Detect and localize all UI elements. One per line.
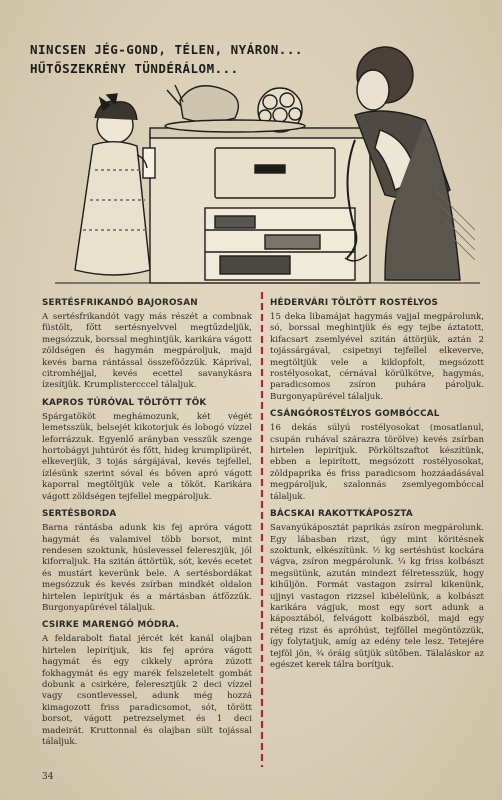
right-column — [270, 292, 484, 671]
column-divider — [258, 292, 266, 767]
recipe-text: Savanyúkáposztát paprikás zsíron megpárolunk. Egy lábasban rizst, úgy mint köritésnek szoktunk, elkészítünk. ½ kg sertéshúst kockára vágva, zsíron megpárolunk. ¼ kg friss kolbászt megsütünk, azután mindezt félretesszük, hogy kihűljön. Formát vastagon zsírral kikenünk, ujjnyi vastagon rizzsel kibélelünk, a kolbászt karikára vágjuk, most egy sort adunk a káposztából, felvágott kolbászból, majd egy réteg rizst és apróhúst, tejföllel megöntözzük, így folytatjuk, amíg az edény tele lesz. Tetejére tejföl jön, ¾ óráig sütjük sütőben. Tálaláskor az egészet kerek tálra borítjuk. — [270, 523, 484, 670]
recipe-title: SERTÉSFRIKANDÓ BAJOROSAN — [42, 298, 198, 308]
recipe-text: A feldarabolt fiatal jércét két kanál olajban hirtelen lepirítjuk, kis fej apróra vágott hagymát és egy cikkely apróra zúzott fokhagymát és egy marék felszeletelt gombát dobunk a csirkére, feleresztjük 2 deci vízzel vagy csontlevessel, adunk még hozzá kimagozott friss paradicsomot, sót, törött borsot, vágott petrezselymet és 1 deci madeirát. Kruttonnal és olajban sült tojással tálaljuk. — [42, 634, 252, 747]
recipe-title: SERTÉSBORDA — [42, 509, 117, 520]
recipe-hedervari-rostelyos — [270, 298, 484, 403]
recipe-kapros-tok — [42, 398, 252, 503]
recipe-csirke-marengo — [42, 620, 252, 748]
page-number: 34 — [42, 772, 54, 782]
headline — [30, 40, 330, 78]
recipe-title: CSIRKE MARENGÓ MÓDRA. — [42, 620, 180, 631]
recipe-sertesfrikando — [42, 298, 252, 392]
recipe-title: KAPROS TÚRÓVAL TÖLTÖTT TÖK — [42, 397, 207, 408]
recipe-title: CSÁNGÓROSTÉLYOS GOMBÓCCAL — [270, 409, 440, 420]
recipe-text: 15 deka libamájat hagymás vajjal megpárolunk, só, borssal meghintjük és egy tejbe áztatott, kifacsart zsemlyével szitán áttörjük, aztán 2 tojássárgával, csipetnyi tejfellel elkeverve, megtöltjük vele a kiklopfolt, megsózott rostélyosokat, cérnával körülkötve, hagymás, paradicsomos zsíron puhára pároljuk. Burgonyapürével tálaljuk. — [270, 312, 484, 402]
recipe-sertesborda — [42, 509, 252, 614]
recipe-text: Spárgatököt meghámozunk, két végét lemetsszük, belsejét kikotorjuk és lobogó vízzel leforrázzuk. Egyenlő arányban vesszük szenge hortobágyi juhtúrót és főtt, hideg krumplipürét, elkeverjük, 3 tojás sárgájával, kevés tejfellel, ízlésünk szerint sóval és bőven apró vágott kaporral megtöltjük vele a tököt. Karikára vágott zöldségen tejfellel megpároljuk. — [42, 411, 252, 502]
recipe-text: Barna rántásba adunk kis fej apróra vágott hagymát és valamivel több borsot, mint rendesen szoktunk, húslevessel felereszjük, jól kiforraljuk. Ha szitán áttörtük, sót, kevés ecetet és mustárt keverünk bele. A sertésbordákat megsózzuk és kevés zsírban mindkét oldalon hirtelen lepirítjuk és a mártásban átfőzzük. Burgonyapürével tálaljuk. — [42, 523, 252, 613]
headline-line-1: NINCSEN JÉG-GOND, TÉLEN, NYÁRON... — [30, 42, 303, 57]
recipe-text: A sertésfrikandót vagy más részét a combnak füstölt, főtt sertésnyelvvel megtűzdeljük, megsózzuk, borssal meghintjük, karikára vágott zöldségen és hagymán megpároljuk, majd kevés barna rántással összeföőzzük. Kápríval, citromhéjjal, kevés ecettel savanykásra ízesítjük. Krumplistercccel tálaljuk. — [42, 312, 252, 391]
recipe-bacskai-rakottkaposzta — [270, 509, 484, 671]
headline-line-2: HŰTŐSZEKRÉNY TÜNDÉRÁLOM... — [30, 61, 239, 76]
recipe-text: 16 dekás súlyú rostélyosokat (mosatlanul, csupán ruhával szárazra törölve) kevés zsírban hirtelen lepirítjuk. Pörköltszaftot készítünk, ebben a lepirított, megsózott rostélyosokat, zöldpaprika és friss paradicsom hozzáadásával megpároljuk, szalonnás zsemlyegombóccal tálaljuk. — [270, 423, 484, 502]
recipe-csangorostelyos — [270, 409, 484, 503]
left-column — [42, 292, 252, 748]
recipe-title: BÁCSKAI RAKOTTKÁPOSZTA — [270, 509, 413, 520]
recipe-title: HÉDERVÁRI TÖLTÖTT ROSTÉLYOS — [270, 298, 439, 308]
